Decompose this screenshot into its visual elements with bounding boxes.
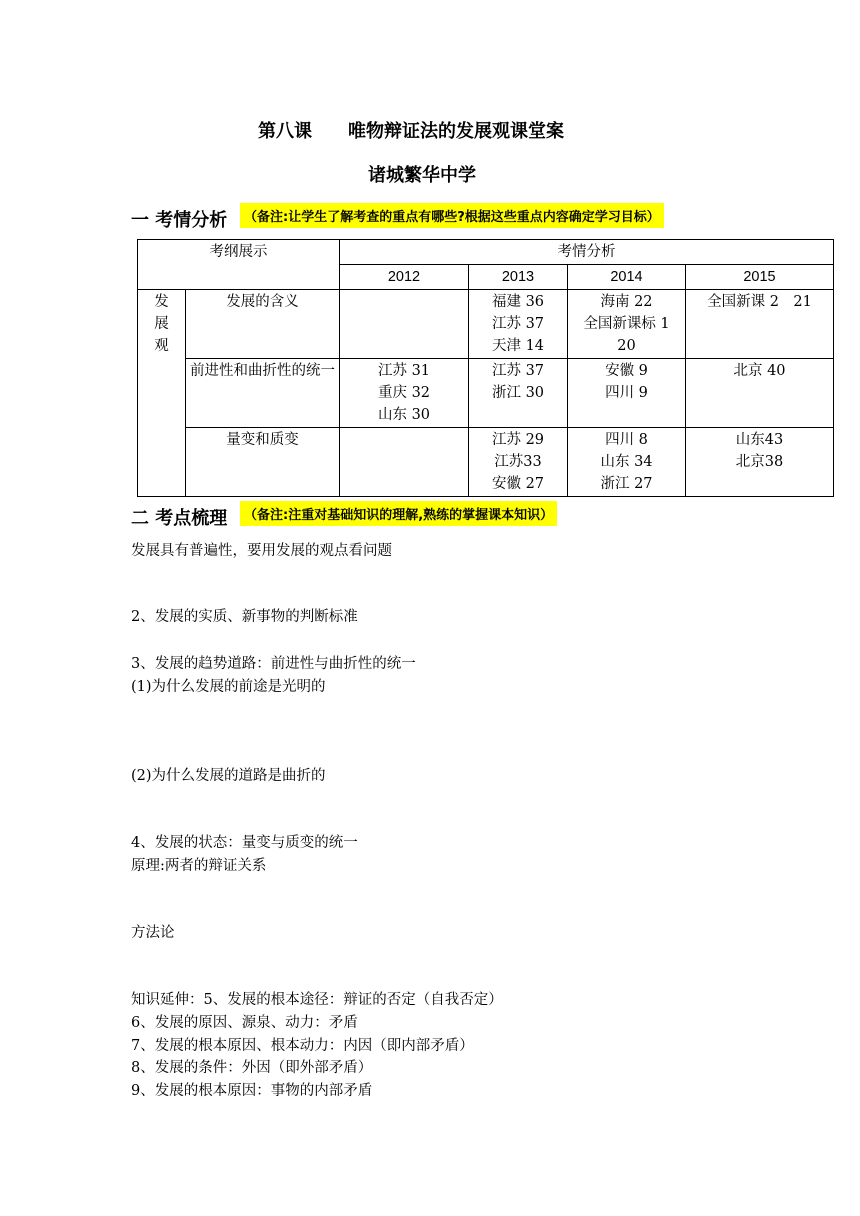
- table-cell: [340, 290, 469, 359]
- section-2-note: （备注:注重对基础知识的理解,熟练的掌握课本知识）: [240, 501, 557, 526]
- cell-line: 浙江 27: [600, 476, 653, 492]
- cell-line: 四川 9: [605, 385, 648, 401]
- cell-line: 全国新课 2 21: [707, 294, 812, 310]
- topic-cell: 发展的含义: [186, 290, 340, 359]
- col-header-outline: 考纲展示: [138, 240, 340, 290]
- year-header: 2015: [686, 265, 834, 290]
- group-label: 发展观: [154, 294, 169, 354]
- topic-cell: 量变和质变: [186, 428, 340, 497]
- table-cell: [686, 290, 834, 359]
- body-line: (1)为什么发展的前途是光明的: [131, 679, 326, 695]
- cell-line: 江苏 37: [491, 316, 545, 332]
- year-header: 2014: [568, 265, 686, 290]
- section-2-heading: 二 考点梳理: [131, 508, 228, 529]
- table-cell: [340, 428, 469, 497]
- body-line: 3、发展的趋势道路：前进性与曲折性的统一: [131, 656, 416, 672]
- cell-line: 北京 40: [733, 363, 786, 379]
- cell-line: 海南 22: [600, 294, 653, 310]
- cell-line: 四川 8: [605, 432, 648, 448]
- body-line: 知识延伸：5、发展的根本途径：辩证的否定（自我否定）: [131, 992, 503, 1008]
- cell-line: 20: [617, 338, 636, 354]
- body-line: 7、发展的根本原因、根本动力：内因（即内部矛盾）: [131, 1038, 474, 1054]
- body-line: (2)为什么发展的道路是曲折的: [131, 768, 326, 784]
- section-1-heading: 一 考情分析: [131, 210, 228, 231]
- cell-line: 重庆 32: [377, 385, 431, 401]
- col-header-analysis: 考情分析: [340, 240, 834, 265]
- group-label-cell: [138, 290, 186, 497]
- section-1-note: （备注:让学生了解考查的重点有哪些?根据这些重点内容确定学习目标）: [240, 203, 664, 228]
- table-cell: [686, 428, 834, 497]
- page-title: 第八课 唯物辩证法的发展观课堂案: [258, 121, 564, 142]
- topic-cell: 前进性和曲折性的统一: [186, 359, 340, 428]
- table-cell: [340, 359, 469, 428]
- table-cell: [469, 428, 568, 497]
- table-cell: [686, 359, 834, 428]
- table-cell: [568, 359, 686, 428]
- table-cell: [469, 290, 568, 359]
- cell-line: 福建 36: [491, 294, 545, 310]
- cell-line: 北京38: [735, 454, 784, 470]
- body-line: 发展具有普遍性，要用发展的观点看问题: [131, 543, 392, 559]
- cell-line: 江苏 37: [491, 363, 545, 379]
- year-header: 2012: [340, 265, 469, 290]
- cell-line: 山东 34: [600, 454, 653, 470]
- table-cell: [469, 359, 568, 428]
- table-cell: [568, 428, 686, 497]
- body-line: 6、发展的原因、源泉、动力：矛盾: [131, 1015, 358, 1031]
- cell-line: 山东43: [735, 432, 784, 448]
- cell-line: 安徽 27: [491, 476, 545, 492]
- body-line: 方法论: [131, 925, 175, 941]
- body-line: 9、发展的根本原因：事物的内部矛盾: [131, 1083, 373, 1099]
- body-line: 2、发展的实质、新事物的判断标准: [131, 609, 358, 625]
- cell-line: 浙江 30: [491, 385, 545, 401]
- body-line: 8、发展的条件：外因（即外部矛盾）: [131, 1060, 373, 1076]
- cell-line: 江苏 29: [491, 432, 545, 448]
- body-line: 4、发展的状态：量变与质变的统一: [131, 835, 358, 851]
- cell-line: 江苏 31: [377, 363, 431, 379]
- cell-line: 江苏33: [494, 454, 542, 470]
- exam-analysis-table: [137, 239, 834, 497]
- table-cell: [568, 290, 686, 359]
- cell-line: 山东 30: [377, 407, 431, 423]
- year-header: 2013: [469, 265, 568, 290]
- body-line: 原理:两者的辩证关系: [131, 858, 267, 874]
- cell-line: 安徽 9: [605, 363, 648, 379]
- school-name: 诸城繁华中学: [368, 165, 476, 186]
- cell-line: 全国新课标 1: [583, 316, 670, 332]
- cell-line: 天津 14: [491, 338, 545, 354]
